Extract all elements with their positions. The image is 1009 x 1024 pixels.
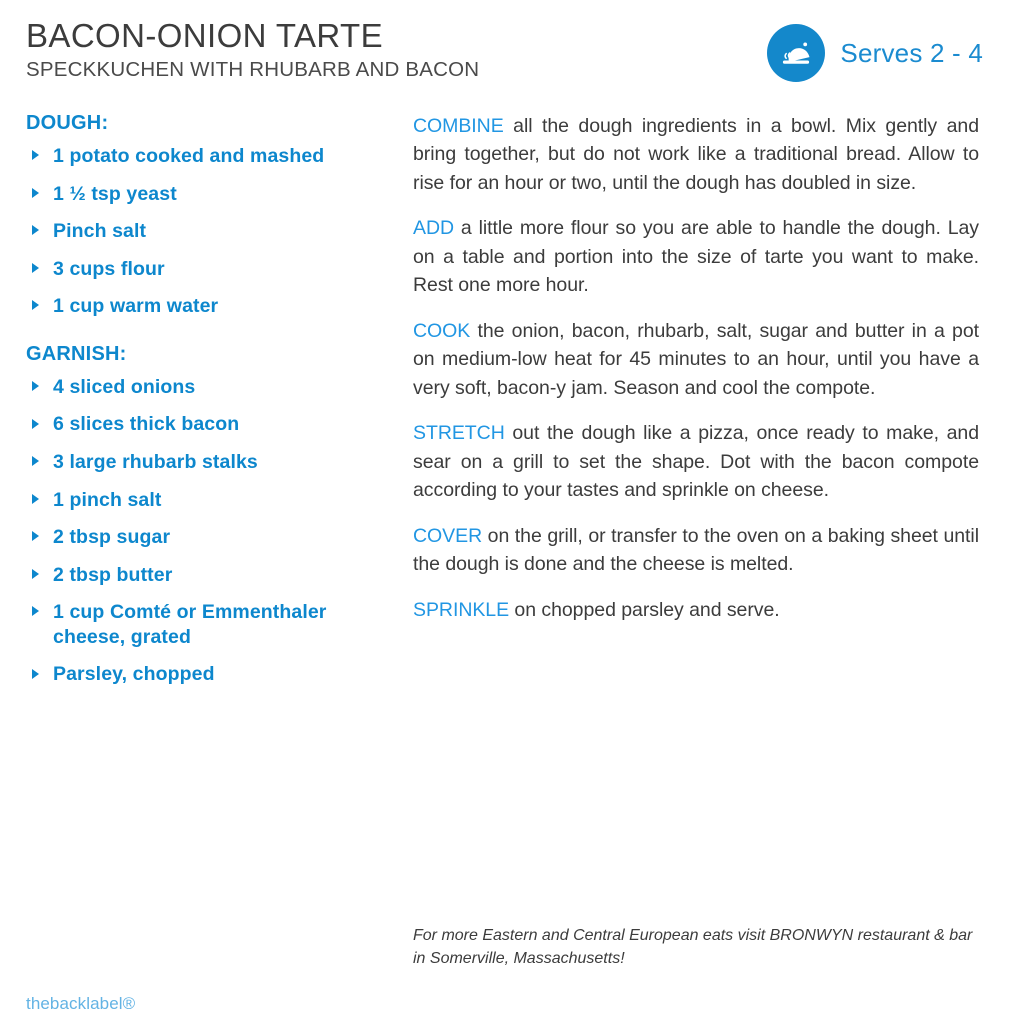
triangle-bullet-icon: [32, 381, 39, 391]
triangle-bullet-icon: [32, 263, 39, 273]
list-item-label: 1 cup warm water: [53, 295, 219, 318]
instruction-step: [413, 419, 979, 504]
list-item-label: 1 pinch salt: [53, 488, 162, 511]
list-item: [26, 294, 381, 319]
instruction-step: [413, 596, 979, 624]
list-item-label: 3 cups flour: [53, 257, 165, 280]
triangle-bullet-icon: [32, 494, 39, 504]
triangle-bullet-icon: [32, 150, 39, 160]
instruction-step: [413, 112, 979, 197]
triangle-bullet-icon: [32, 531, 39, 541]
instruction-step: [413, 522, 979, 579]
list-item-label: 4 sliced onions: [53, 375, 196, 398]
triangle-bullet-icon: [32, 606, 39, 616]
serves-block: [767, 24, 983, 82]
list-item-label: 6 slices thick bacon: [53, 413, 240, 436]
brand-logo: thebacklabel®: [26, 994, 136, 1013]
triangle-bullet-icon: [32, 225, 39, 235]
step-lead-word: COOK: [413, 319, 471, 342]
list-item: [26, 412, 381, 437]
dough-list: [26, 144, 381, 319]
list-item-label: 3 large rhubarb stalks: [53, 450, 258, 473]
triangle-bullet-icon: [32, 419, 39, 429]
step-lead-word: STRETCH: [413, 422, 505, 445]
page-title: BACON-ONION TARTE: [26, 17, 384, 54]
page-subtitle: SPECKKUCHEN WITH RHUBARB AND BACON: [26, 57, 480, 81]
triangle-bullet-icon: [32, 188, 39, 198]
list-item-label: 1 potato cooked and mashed: [53, 145, 325, 167]
step-lead-word: SPRINKLE: [413, 598, 510, 621]
list-item: [26, 219, 381, 244]
list-item: [26, 600, 381, 649]
list-item: [26, 182, 381, 207]
list-item: [26, 525, 381, 550]
dough-heading: DOUGH:: [26, 112, 109, 134]
list-item-label: 2 tbsp butter: [53, 563, 173, 586]
step-lead-word: COVER: [413, 524, 483, 547]
list-item-label: 1 cup Comté or Emmenthaler cheese, grated: [53, 601, 327, 648]
list-item: [26, 375, 381, 400]
list-item: [26, 488, 381, 513]
instruction-step: [413, 214, 979, 299]
serves-label: Serves 2 - 4: [840, 37, 983, 68]
instruction-step: [413, 317, 979, 402]
step-lead-word: ADD: [413, 217, 455, 240]
footnote: For more Eastern and Central European eats visit BRONWYN restaurant & bar in Somerville, Massachusetts!: [413, 927, 973, 967]
list-item: [26, 450, 381, 475]
ingredients-column: [26, 112, 381, 700]
garnish-list: [26, 375, 381, 687]
instructions-column: [413, 112, 979, 641]
list-item-label: 2 tbsp sugar: [53, 526, 171, 549]
list-item-label: Pinch salt: [53, 220, 147, 243]
list-item: [26, 144, 381, 169]
list-item: [26, 662, 381, 687]
step-body: out the dough like a pizza, once ready to make, and sear on a grill to set the shape. Dot with the bacon compote according to your tastes and sprinkle on cheese.: [413, 422, 979, 502]
step-body: on chopped parsley and serve.: [509, 598, 780, 621]
serving-dome-icon: [767, 24, 825, 82]
triangle-bullet-icon: [32, 669, 39, 679]
list-item: [26, 563, 381, 588]
triangle-bullet-icon: [32, 300, 39, 310]
step-body: the onion, bacon, rhubarb, salt, sugar and butter in a pot on medium-low heat for 45 minutes to an hour, until you have a very soft, bacon-y jam. Season and cool the compote.: [413, 319, 979, 399]
step-lead-word: COMBINE: [413, 115, 504, 137]
list-item-label: Parsley, chopped: [53, 663, 215, 686]
list-item: [26, 257, 381, 282]
step-body: on the grill, or transfer to the oven on a baking sheet until the dough is done and the cheese is melted.: [413, 524, 979, 576]
step-body: all the dough ingredients in a bowl. Mix gently and bring together, but do not work like a traditional bread. Allow to rise for an hour or two, until the dough has doubled in size.: [413, 115, 979, 194]
triangle-bullet-icon: [32, 569, 39, 579]
list-item-label: 1 ½ tsp yeast: [53, 182, 177, 205]
step-body: a little more flour so you are able to handle the dough. Lay on a table and portion into the size of tarte you want to make. Rest one more hour.: [413, 217, 979, 297]
garnish-heading: GARNISH:: [26, 342, 127, 365]
triangle-bullet-icon: [32, 456, 39, 466]
